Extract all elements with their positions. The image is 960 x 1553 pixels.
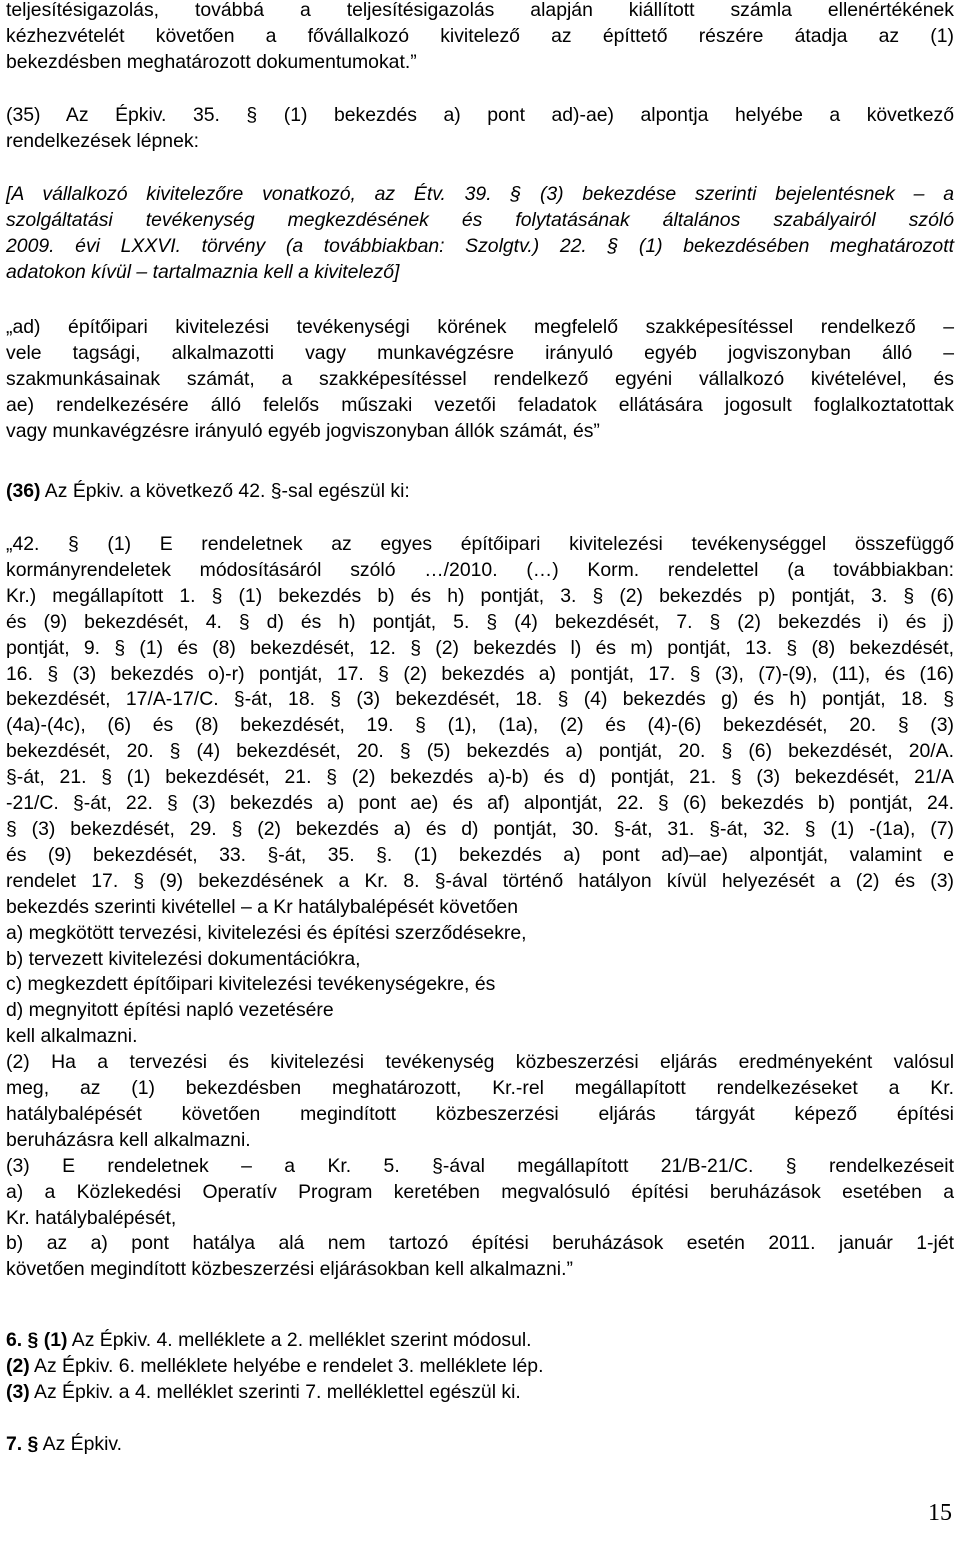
paragraph: [6, 103, 954, 155]
text-line: 2009. évi LXXVI. törvény (a továbbiakban: Szolgtv.) 22. § (1) bekezdésében meghatározott: [6, 234, 954, 257]
text-line: d) megnyitott építési napló vezetésére: [6, 999, 334, 1022]
text-line: Kr.) megállapított 1. § (1) bekezdés b) és h) pontját, 3. § (2) bekezdés p) pontját, 3. § (6): [6, 584, 954, 607]
paragraph: [6, 182, 954, 286]
text-line: §-át, 21. § (1) bekezdését, 21. § (2) bekezdés a)-b) és d) pontját, 21. § (3) bekezdését, 21/A: [6, 766, 954, 789]
section-marker: (3): [6, 1380, 30, 1403]
text-line: 6. § (1) Az Épkiv. 4. melléklete a 2. melléklet szerint módosul.: [6, 1329, 532, 1351]
text-line: (35) Az Épkiv. 35. § (1) bekezdés a) pont ad)-ae) alpontja helyébe a következő: [6, 104, 954, 126]
text-line: kézhezvételét követően a fővállalkozó kivitelező az építtető részére átadja az (1): [6, 24, 954, 47]
text-line: 16. § (3) bekezdés o)-r) pontját, 17. § (2) bekezdés a) pontját, 17. § (3), (7)-(9), (11), és (16): [6, 662, 954, 685]
text-line: követően megindított közbeszerzési eljárásokban kell alkalmazni.”: [6, 1258, 573, 1281]
text-line: szolgáltatási tevékenység megkezdésének és folytatásának általános szabályairól szóló: [6, 208, 954, 231]
text-line: „ad) építőipari kivitelezési tevékenységi körének megfelelő szakképesítéssel rendelkező –: [6, 316, 954, 338]
text-line: (2) Ha a tervezési és kivitelezési tevékenység közbeszerzési eljárás eredményeként valósul: [6, 1051, 954, 1074]
section-marker: (36): [6, 480, 41, 502]
text-line: 7. § Az Épkiv.: [6, 1433, 123, 1455]
paragraph: [6, 1432, 954, 1458]
text-line: és (9) bekezdését, 4. § d) és h) pontját, 5. § (4) bekezdését, 7. § (2) bekezdés i) és j): [6, 610, 954, 633]
text-line: bekezdésben meghatározott dokumentumokat.”: [6, 50, 417, 73]
text-line: hatálybalépését követően megindított közbeszerzési eljárás tárgyát képező építési: [6, 1102, 954, 1125]
paragraph: [6, 315, 954, 445]
text-line: bekezdését, 17/A-17/C. §-át, 18. § (3) bekezdését, 18. § (4) bekezdés g) és h) pontját, 18. §: [6, 688, 954, 711]
text-line: a) a Közlekedési Operatív Program keretében megvalósuló építési beruházások esetében a: [6, 1180, 954, 1203]
text-line: § (3) bekezdését, 29. § (2) bekezdés a) és d) pontját, 30. §-át, 31. §-át, 32. § (1) -(1a), (7): [6, 817, 954, 840]
paragraph: [6, 1328, 954, 1406]
text-line: vele tagsági, alkalmazotti vagy munkavégzésre irányuló egyéb jogviszonyban álló –: [6, 341, 954, 364]
text-line: bekezdését, 20. § (4) bekezdését, 20. § (5) bekezdés a) pontját, 20. § (6) bekezdését, 20/A.: [6, 740, 954, 763]
text-line: és (9) bekezdését, 33. §-át, 35. §. (1) bekezdés a) pont ad)–ae) alpontját, valamint e: [6, 843, 954, 866]
paragraph: [6, 0, 954, 76]
text-line: (2) Az Épkiv. 6. melléklete helyébe e rendelet 3. melléklete lép.: [6, 1354, 544, 1377]
text-line: ae) rendelkezésére álló felelős műszaki vezetői feladatok ellátására jogosult foglalkoztatottak: [6, 393, 954, 416]
text-line: rendelet 17. § (9) bekezdésének a Kr. 8. §-ával történő hatályon kívül helyezését a (2) és (3): [6, 869, 954, 892]
text-line: (3) Az Épkiv. a 4. melléklet szerinti 7. melléklettel egészül ki.: [6, 1380, 521, 1403]
paragraph: [6, 532, 954, 1283]
text-line: rendelkezések lépnek:: [6, 129, 199, 152]
text-line: [A vállalkozó kivitelezőre vonatkozó, az Étv. 39. § (3) bekezdése szerinti bejelentésnek – a: [6, 183, 954, 205]
text-line: teljesítésigazolás, továbbá a teljesítésigazolás alapján kiállított számla ellenértékének: [6, 0, 954, 21]
text-line: (36) Az Épkiv. a következő 42. §-sal egészül ki:: [6, 480, 410, 502]
section-marker: (2): [6, 1354, 30, 1377]
text-line: szakmunkásainak számát, a szakképesítéssel rendelkező egyéni vállalkozó kivételével, és: [6, 367, 954, 390]
text-line: adatokon kívül – tartalmaznia kell a kivitelező]: [6, 260, 400, 283]
text-line: a) megkötött tervezési, kivitelezési és építési szerződésekre,: [6, 921, 527, 944]
text-line: bekezdés szerinti kivétellel – a Kr hatálybalépését követően: [6, 895, 518, 918]
text-line: „42. § (1) E rendeletnek az egyes építőipari kivitelezési tevékenységgel összefüggő: [6, 533, 954, 555]
text-line: (4a)-(4c), (6) és (8) bekezdését, 19. § (1), (1a), (2) és (4)-(6) bekezdését, 20. § (3): [6, 714, 954, 737]
section-marker: 7. §: [6, 1433, 39, 1455]
text-line: Kr. hatálybalépését,: [6, 1206, 177, 1229]
text-line: c) megkezdett építőipari kivitelezési tevékenységekre, és: [6, 973, 496, 996]
text-line: kell alkalmazni.: [6, 1025, 138, 1048]
page-number: 15: [928, 1500, 952, 1526]
section-marker: 6. § (1): [6, 1329, 68, 1351]
text-line: pontját, 9. § (1) és (8) bekezdését, 12. § (2) bekezdés l) és m) pontját, 13. § (8) bekezdését,: [6, 636, 954, 659]
text-line: b) tervezett kivitelezési dokumentációkra,: [6, 947, 361, 970]
text-line: meg, az (1) bekezdésben meghatározott, Kr.-rel megállapított rendelkezéseket a Kr.: [6, 1077, 954, 1100]
text-line: vagy munkavégzésre irányuló egyéb jogviszonyban állók számát, és”: [6, 419, 600, 442]
text-line: beruházásra kell alkalmazni.: [6, 1128, 251, 1151]
text-line: kormányrendeletek módosításáról szóló …/2010. (…) Korm. rendelettel (a továbbiakban:: [6, 558, 954, 581]
text-line: -21/C. §-át, 22. § (3) bekezdés a) pont ae) és af) alpontját, 22. § (6) bekezdés b) pontját, 24.: [6, 792, 954, 815]
paragraph: [6, 479, 954, 505]
text-line: b) az a) pont hatálya alá nem tartozó építési beruházások esetén 2011. január 1-jét: [6, 1232, 954, 1255]
text-line: (3) E rendeletnek – a Kr. 5. §-ával megállapított 21/B-21/C. § rendelkezéseit: [6, 1154, 954, 1177]
